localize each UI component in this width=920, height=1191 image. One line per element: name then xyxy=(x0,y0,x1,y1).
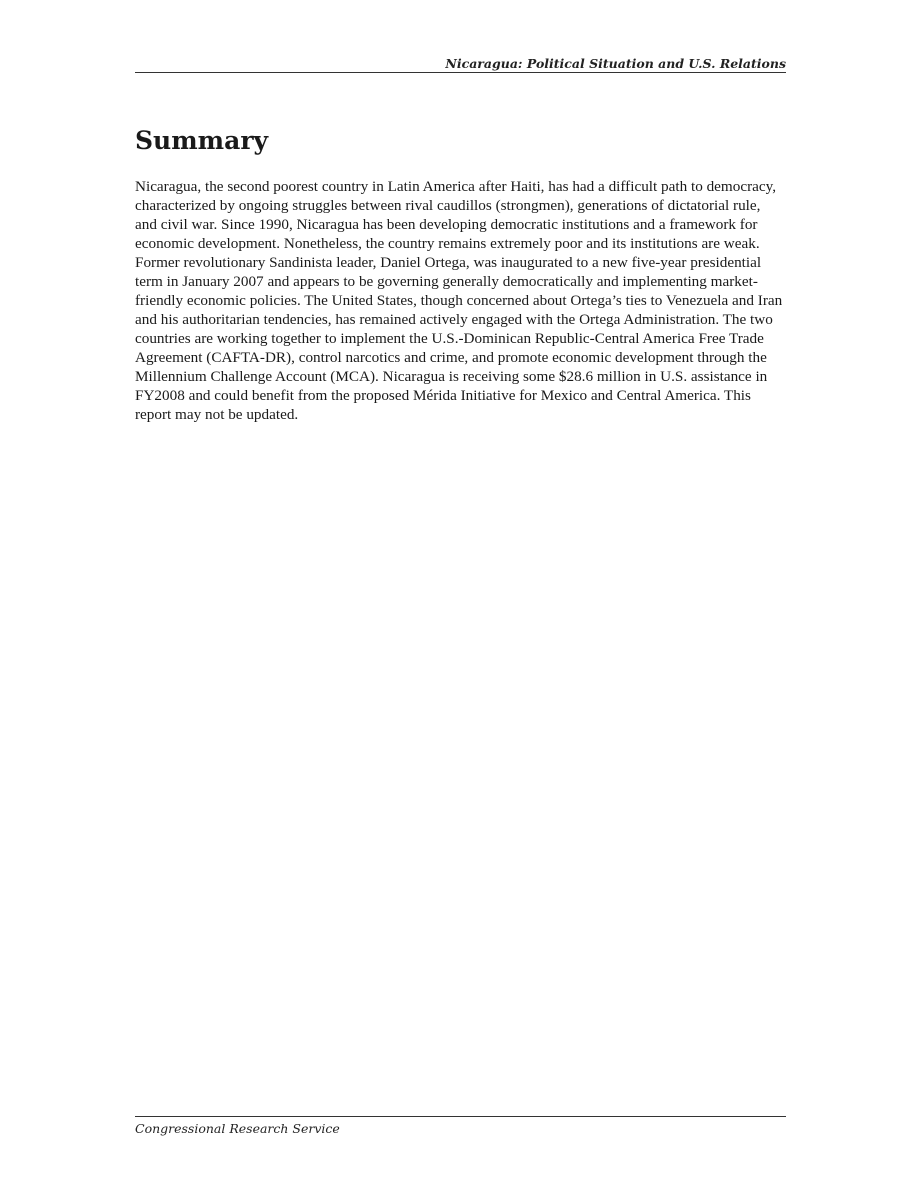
summary-paragraph: Nicaragua, the second poorest country in Latin America after Haiti, has had a difficult path to democracy, characterized by ongoing struggles between rival caudillos (strongmen), generations of dictatorial rule, and civil war. Since 1990, Nicaragua has been developing democratic institutions and a framework for economic development. Nonetheless, the country remains extremely poor and its institutions are weak. Former revolutionary Sandinista leader, Daniel Ortega, was inaugurated to a new five-year presidential term in January 2007 and appears to be governing generally democratically and implementing market-friendly economic policies. The United States, though concerned about Ortega’s ties to Venezuela and Iran and his authoritarian tendencies, has remained actively engaged with the Ortega Administration. The two countries are working together to implement the U.S.-Dominican Republic-Central America Free Trade Agreement (CAFTA-DR), control narcotics and crime, and promote economic development through the Millennium Challenge Account (MCA). Nicaragua is receiving some $28.6 million in U.S. assistance in FY2008 and could benefit from the proposed Mérida Initiative for Mexico and Central America. This report may not be updated. xyxy=(135,178,783,423)
summary-heading: Summary xyxy=(135,126,269,155)
running-footer-organization: Congressional Research Service xyxy=(135,1121,340,1136)
running-header-title: Nicaragua: Political Situation and U.S. Relations xyxy=(445,56,786,71)
header-divider xyxy=(135,72,786,73)
footer-divider xyxy=(135,1116,786,1117)
